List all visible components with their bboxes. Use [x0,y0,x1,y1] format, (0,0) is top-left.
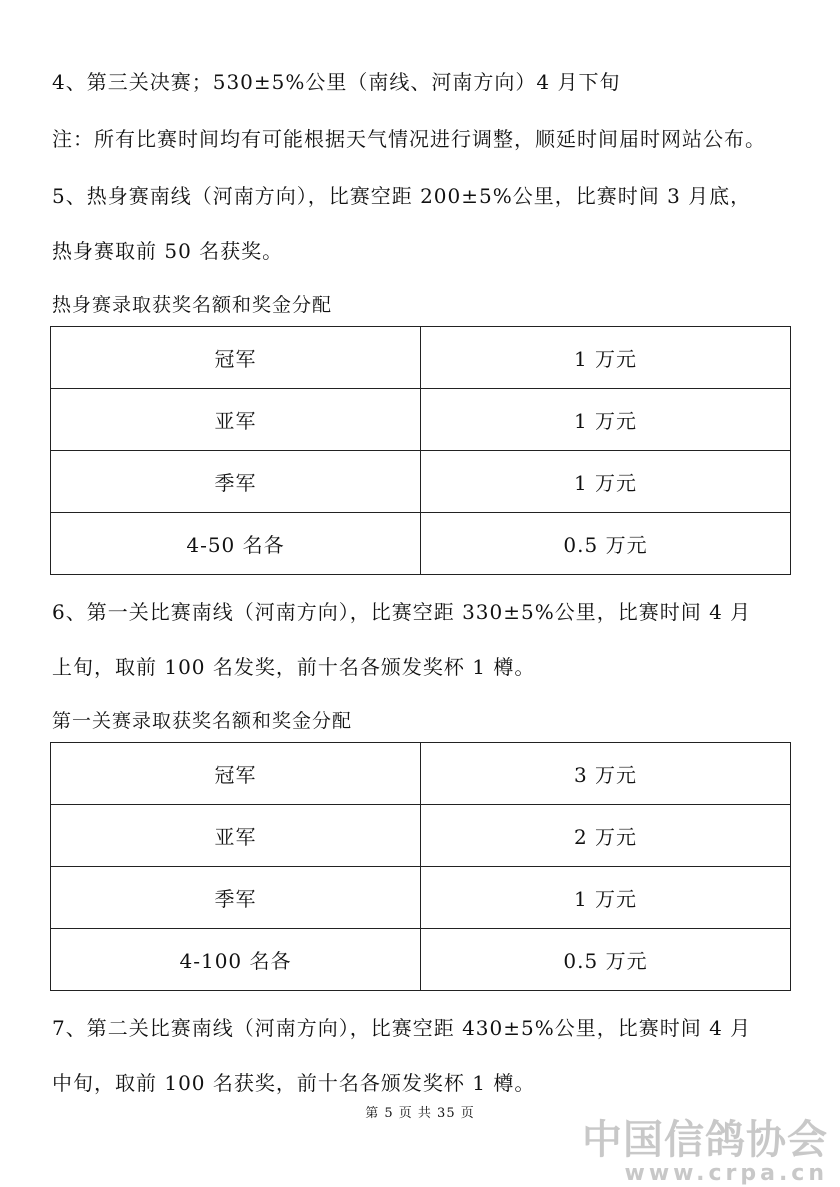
prize-cell: 3 万元 [421,743,791,805]
paragraph-note: 注：所有比赛时间均有可能根据天气情况进行调整，顺延时间届时网站公布。 [52,127,766,151]
watermark [582,1118,828,1186]
paragraph-warmup-line2: 热身赛取前 50 名获奖。 [52,239,284,263]
paragraph-stage2-line2: 中旬，取前 100 名获奖，前十名各颁发奖杯 1 樽。 [52,1071,536,1095]
table-row [51,929,791,991]
table-row [51,451,791,513]
rank-cell: 冠军 [51,327,421,389]
rank-cell: 4-50 名各 [51,513,421,575]
table-row [51,513,791,575]
rank-cell: 季军 [51,867,421,929]
prize-cell: 1 万元 [421,327,791,389]
page-number: 第 5 页 共 35 页 [365,1106,475,1121]
paragraph-warmup-line1: 5、热身赛南线（河南方向），比赛空距 200±5%公里，比赛时间 3 月底， [52,184,752,208]
prize-cell: 0.5 万元 [421,513,791,575]
stage1-table-caption: 第一关赛录取获奖名额和奖金分配 [52,710,353,732]
rank-cell: 季军 [51,451,421,513]
watermark-name: 中国信鸽协会 [582,1117,828,1163]
warmup-table-caption: 热身赛录取获奖名额和奖金分配 [52,294,333,316]
paragraph-stage1-line2: 上旬，取前 100 名发奖，前十名各颁发奖杯 1 樽。 [52,655,536,679]
prize-cell: 1 万元 [421,389,791,451]
rank-cell: 亚军 [51,389,421,451]
paragraph-stage1-line1: 6、第一关比赛南线（河南方向），比赛空距 330±5%公里，比赛时间 4 月 [52,600,752,624]
table-row [51,327,791,389]
table-row [51,805,791,867]
warmup-prize-table [50,326,791,575]
table-row [51,389,791,451]
prize-cell: 2 万元 [421,805,791,867]
watermark-url: www.crpa.cn [624,1161,828,1186]
rank-cell: 冠军 [51,743,421,805]
paragraph-final-stage: 4、第三关决赛；530±5%公里（南线、河南方向）4 月下旬 [52,70,621,94]
rank-cell: 亚军 [51,805,421,867]
prize-cell: 1 万元 [421,451,791,513]
stage1-prize-table [50,742,791,991]
table-row [51,743,791,805]
rank-cell: 4-100 名各 [51,929,421,991]
paragraph-stage2-line1: 7、第二关比赛南线（河南方向），比赛空距 430±5%公里，比赛时间 4 月 [52,1016,752,1040]
prize-cell: 1 万元 [421,867,791,929]
prize-cell: 0.5 万元 [421,929,791,991]
table-row [51,867,791,929]
